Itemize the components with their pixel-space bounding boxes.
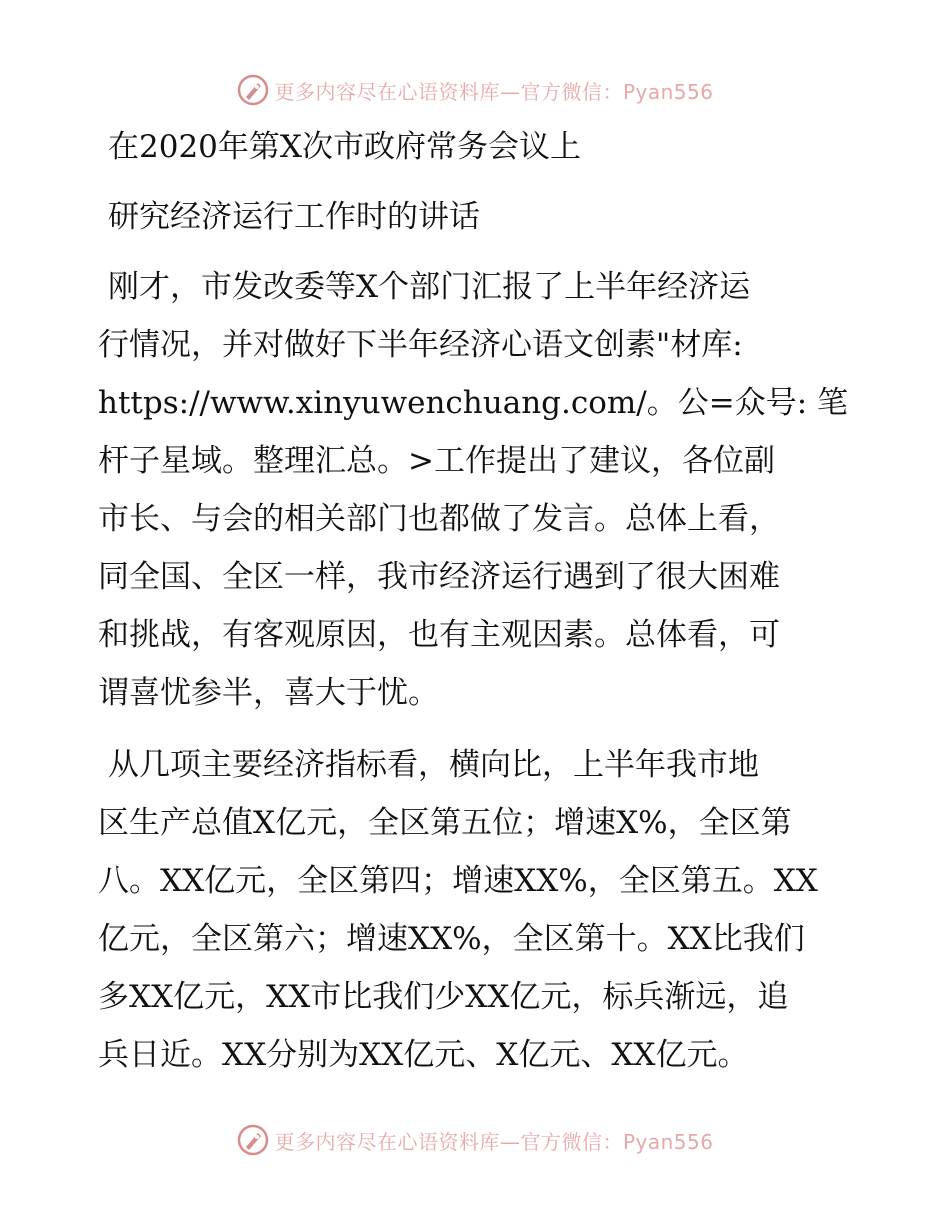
paragraph-line: 和挑战，有客观原因，也有主观因素。总体看，可 [98,617,780,653]
paragraph-line: https://www.xinyuwenchuang.com/。公=众号: 笔 [98,385,849,421]
document-title-line-2: 研究经济运行工作时的讲话 [108,199,480,235]
paragraph-line: 多XX亿元，XX市比我们少XX亿元，标兵渐远，追 [98,979,789,1015]
paragraph-line: 行情况，并对做好下半年经济心语文创素"材库: [98,327,743,363]
paragraph-line: 杆子星域。整理汇总。>工作提出了建议，各位副 [98,443,775,479]
paragraph-line: 兵日近。XX分别为XX亿元、X亿元、XX亿元。 [98,1037,749,1073]
paragraph-line: 亿元，全区第六；增速XX%，全区第十。XX比我们 [98,921,805,957]
paragraph-2 [98,736,858,1084]
paragraph-line: 谓喜忧参半，喜大于忧。 [98,675,439,711]
header-watermark [0,70,950,110]
footer-watermark [0,1120,950,1160]
paragraph-line: 区生产总值X亿元，全区第五位；增速X%，全区第 [98,805,792,841]
paragraph-line: 从几项主要经济指标看，横向比，上半年我市地 [108,747,759,783]
document-title-line-1: 在2020年第X次市政府常务会议上 [108,129,581,165]
paragraph-line: 刚才，市发改委等X个部门汇报了上半年经济运 [108,269,751,305]
paragraph-1 [98,258,858,722]
watermark-text: 更多内容尽在心语资料库—官方微信：Pyan556 [274,1129,714,1154]
watermark-text: 更多内容尽在心语资料库—官方微信：Pyan556 [274,79,714,104]
document-body [98,118,858,1098]
paragraph-line: 同全国、全区一样，我市经济运行遇到了很大困难 [98,559,780,595]
paragraph-line: 市长、与会的相关部门也都做了发言。总体上看， [98,501,780,537]
pen-nib-seal-icon [236,73,270,107]
paragraph-line: 八。XX亿元，全区第四；增速XX%，全区第五。XX [98,863,818,899]
pen-nib-seal-icon [236,1123,270,1157]
